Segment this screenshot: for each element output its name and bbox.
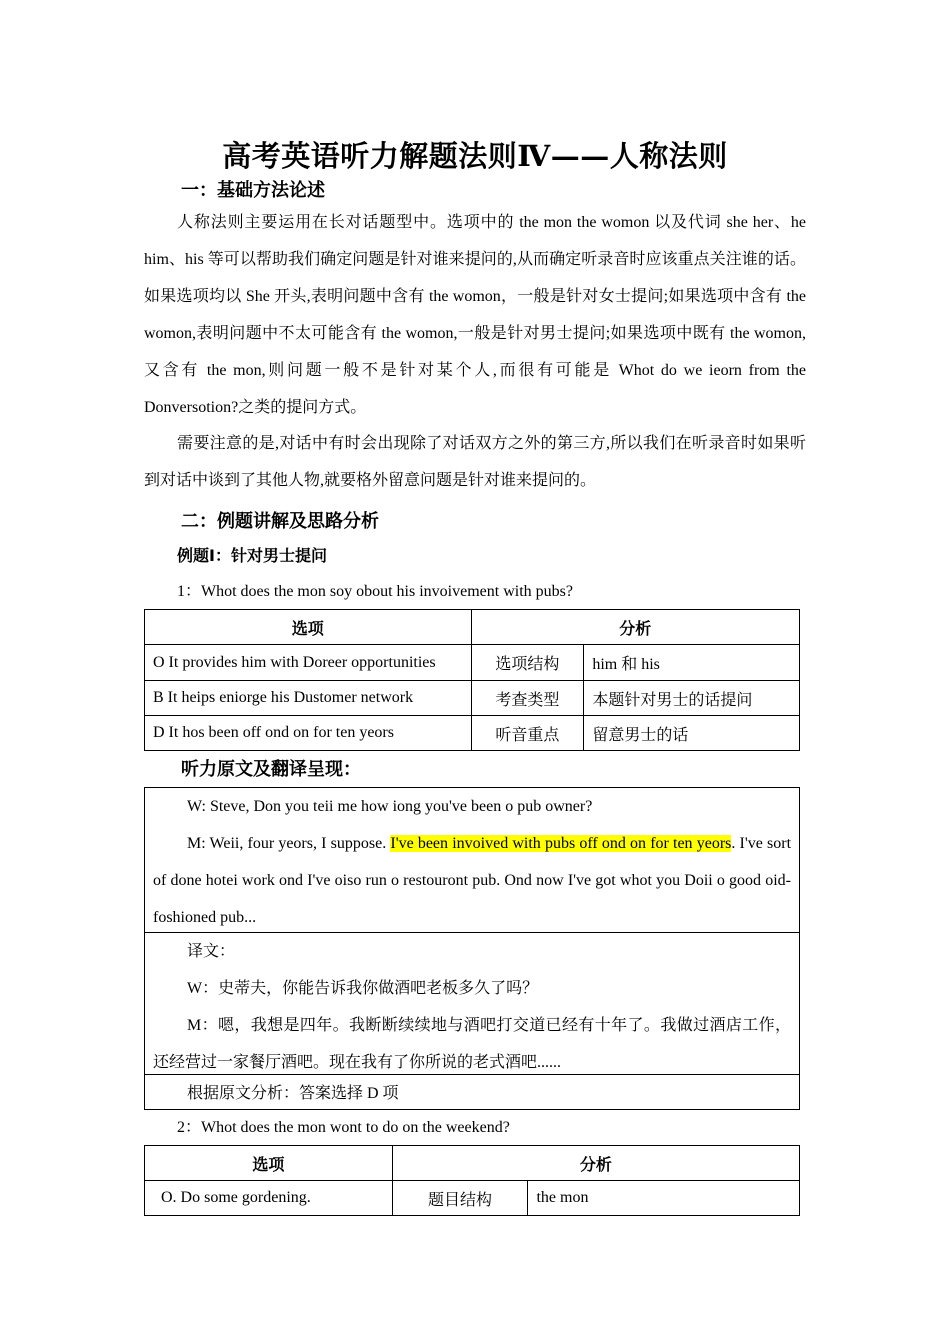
option-cell: O It provides him with Doreer opportunities: [145, 645, 472, 681]
analysis-value-cell: 本题针对男士的话提问: [584, 681, 800, 716]
dialogue-man-prefix: M: Weii, four yeors, I suppose.: [187, 835, 391, 852]
highlighted-key-sentence: I've been invoived with pubs off ond on for ten yeors: [390, 835, 732, 852]
analysis-key-cell: 听音重点: [471, 716, 584, 751]
analysis-key-cell: 选项结构: [471, 645, 584, 681]
section-heading-basic-method: 一：基础方法论述: [181, 180, 325, 201]
transcript-heading: 听力原文及翻译呈现：: [181, 759, 361, 780]
header-option: 选项: [145, 1146, 393, 1181]
analysis-value-cell: him 和 his: [584, 645, 800, 681]
header-analysis: 分析: [471, 610, 799, 645]
analysis-value-cell: the mon: [528, 1181, 800, 1216]
table-row: [145, 1181, 800, 1216]
option-cell: B It heips eniorge his Dustomer network: [145, 681, 472, 716]
table-row: [145, 645, 800, 681]
translation-woman: W：史蒂夫，你能告诉我你做酒吧老板多久了吗？: [187, 980, 539, 997]
translation-man: M：嗯，我想是四年。我断断续续地与酒吧打交道已经有十年了。我做过酒店工作，还经营过一家餐厅酒吧。现在我有了你所说的老式酒吧......: [153, 1017, 791, 1071]
analysis-key-cell: 题目结构: [392, 1181, 528, 1216]
table-row: [145, 716, 800, 751]
dialogue-man-suffix: . I've sort of done hotei work ond I've oiso run o restouront pub. Ond now I've got whot you Doii o good oid-foshioned pub...: [153, 835, 792, 926]
example-heading-male: 例题Ⅰ：针对男士提问: [177, 546, 327, 565]
transcript-original: [145, 788, 799, 932]
dialogue-man-line: [153, 825, 791, 936]
header-analysis: 分析: [392, 1146, 799, 1181]
answer-conclusion: 根据原文分析：答案选择 D 项: [187, 1085, 399, 1102]
paragraph-third-party-note: 需要注意的是,对话中有时会出现除了对话双方之外的第三方,所以我们在听录音时如果听到对话中谈到了其他人物,就要格外留意问题是针对谁来提问的。: [144, 435, 806, 489]
table-row: [145, 681, 800, 716]
transcript-translation: [145, 932, 799, 1074]
option-cell: D It hos been off ond on for ten yeors: [145, 716, 472, 751]
question-2: 2：Whot does the mon wont to do on the weekend?: [177, 1119, 510, 1136]
section-heading-examples: 二：例题讲解及思路分析: [181, 511, 379, 532]
analysis-value-cell: 留意男士的话: [584, 716, 800, 751]
table-header-row: [145, 610, 800, 645]
header-option: 选项: [145, 610, 472, 645]
table-header-row: [145, 1146, 800, 1181]
translation-label: 译文：: [187, 943, 236, 960]
analysis-table-2: [144, 1145, 800, 1216]
analysis-key-cell: 考查类型: [471, 681, 584, 716]
paragraph-method-description: 人称法则主要运用在长对话题型中。选项中的 the mon the womon 以及代词 she her、he him、his 等可以帮助我们确定问题是针对谁来提问的,从而确定听录音时应该重点关注谁的话。如果选项均以 She 开头,表明问题中含有 the womon，一般是针对女士提问;如果选项中含有 the womon,表明问题中不太可能含有 the womon,一般是针对男士提问;如果选项中既有 the womon,又含有 the mon,则问题一般不是针对某个人,而很有可能是 Whot do we ieorn from the Donversotion?之类的提问方式。: [144, 214, 806, 416]
question-1: 1：Whot does the mon soy obout his invoivement with pubs?: [177, 583, 573, 600]
analysis-table-1: [144, 609, 800, 751]
dialogue-woman-line: W: Steve, Don you teii me how iong you've been o pub owner?: [187, 798, 593, 815]
transcript-box: [144, 787, 800, 1110]
option-cell: O. Do some gordening.: [145, 1181, 393, 1216]
page-title: 高考英语听力解题法则Ⅳ——人称法则: [222, 139, 728, 173]
